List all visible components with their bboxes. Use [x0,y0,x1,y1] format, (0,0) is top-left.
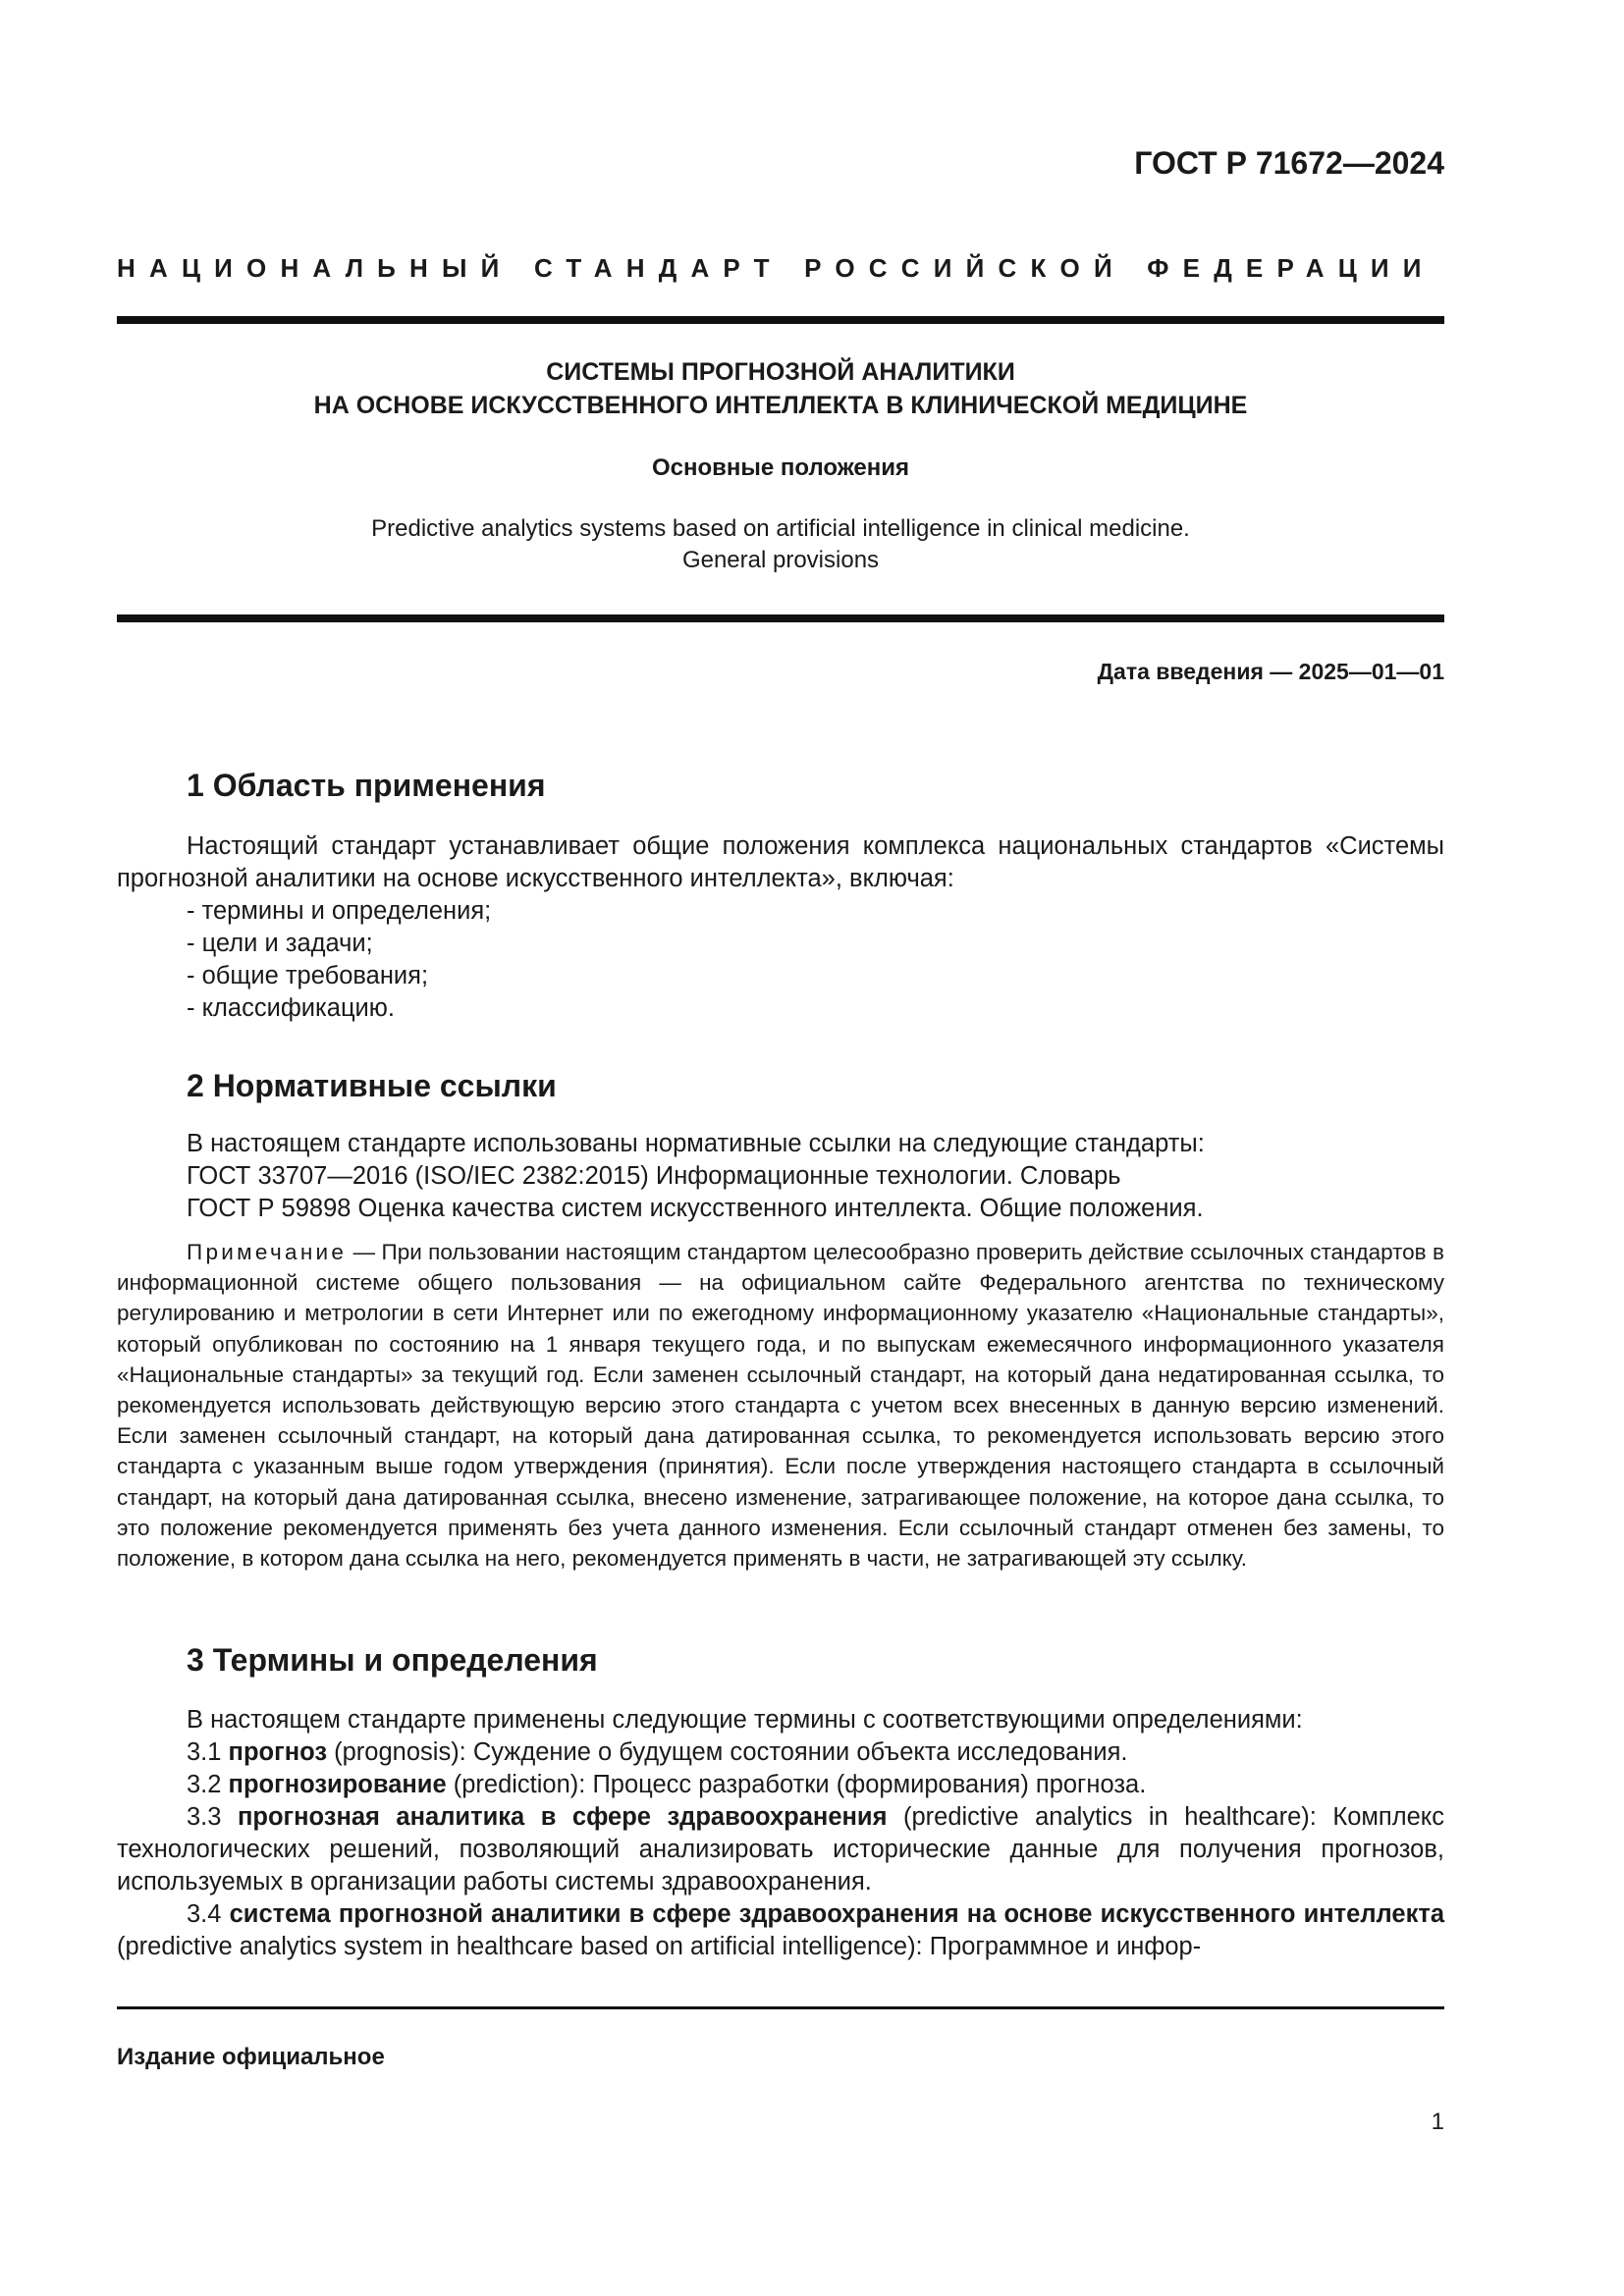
section-2-note [117,1237,1444,1574]
section-2-heading: 2 Нормативные ссылки [187,1068,557,1103]
footer-divider [117,2006,1444,2009]
normative-reference: ГОСТ Р 59898 Оценка качества систем искусственного интеллекта. Общие положения. [187,1195,1204,1222]
title-line-1: СИСТЕМЫ ПРОГНОЗНОЙ АНАЛИТИКИ [546,358,1015,386]
english-title [117,513,1444,576]
section-3-body [117,1704,1444,1963]
english-title-line-2: General provisions [681,547,880,573]
term-definition: (predictive analytics system in healthcare based on artificial intelligence): Программное и инфор- [117,1933,1202,1960]
section-3-heading: 3 Термины и определения [187,1642,598,1678]
note-text: — При пользовании настоящим стандартом целесообразно проверить действие ссылочных стандартов в информационной системе общего пользования — на официальном сайте Федерального агентства по техническому регулированию и метрологии в сети Интернет или по ежегодному информационному указателю «Национальные стандарты», который опубликован по состоянию на 1 января текущего года, и по выпускам ежемесячного информационного указателя «Национальные стандарты» за текущий год. Если заменен ссылочный стандарт, на который дана недатированная ссылка, то рекомендуется использовать действующую версию этого стандарта с учетом всех внесенных в данную версию изменений. Если заменен ссылочный стандарт, на который дана датированная ссылка, то рекомендуется использовать версию этого стандарта с указанным выше годом утверждения (принятия). Если после утверждения настоящего стандарта в ссылочный стандарт, на который дана датированная ссылка, внесено изменение, затрагивающее положение, на которое дана ссылка, то это положение рекомендуется применять без учета данного изменения. Если ссылочный стандарт отменен без замены, то положение, в котором дана ссылка на него, рекомендуется применять в части, не затрагивающей эту ссылку. [117,1240,1444,1572]
section-1-item: - классификацию. [187,994,396,1022]
term-number: 3.3 [187,1803,238,1831]
term-definition: (predictive analytics in healthcare): Комплекс технологических решений, позволяющий анализировать исторические данные для получения прогнозов, используемых в организации работы системы здравоохранения. [117,1803,1444,1896]
title-line-2: НА ОСНОВЕ ИСКУССТВЕННОГО ИНТЕЛЛЕКТА В КЛИНИЧЕСКОЙ МЕДИЦИНЕ [313,392,1248,419]
term-name: прогнозирование [228,1771,447,1798]
term-definition: (prediction): Процесс разработки (формирования) прогноза. [446,1771,1147,1798]
section-1-item: - общие требования; [187,962,429,989]
normative-reference: ГОСТ 33707—2016 (ISO/IEC 2382:2015) Информационные технологии. Словарь [187,1162,1121,1190]
page-number: 1 [1431,2109,1444,2135]
term-entry [117,1769,1444,1801]
section-1-body [117,830,1444,1025]
standard-number: ГОСТ Р 71672—2024 [1134,145,1444,181]
section-1-item: - цели и задачи; [187,930,373,957]
term-entry [117,1801,1444,1898]
introduction-date: Дата введения — 2025—01—01 [1097,659,1444,684]
title-divider [117,614,1444,622]
section-3-paragraph: В настоящем стандарте применены следующие термины с соответствующими определениями: [187,1706,1303,1734]
section-1-heading: 1 Область применения [187,768,546,803]
section-1-item: - термины и определения; [187,897,492,925]
term-number: 3.2 [187,1771,229,1798]
english-title-line-1: Predictive analytics systems based on artificial intelligence in clinical medicine. [371,515,1190,542]
document-subtitle: Основные положения [651,454,910,481]
document-title [117,355,1444,422]
term-number: 3.1 [187,1738,229,1766]
term-name: прогноз [228,1738,328,1766]
section-2-paragraph: В настоящем стандарте использованы нормативные ссылки на следующие стандарты: [187,1130,1205,1157]
term-name: прогнозная аналитика в сфере здравоохранения [237,1803,888,1831]
national-standard-banner: НАЦИОНАЛЬНЫЙ СТАНДАРТ РОССИЙСКОЙ ФЕДЕРАЦИИ [117,253,1435,283]
term-name: система прогнозной аналитики в сфере здравоохранения на основе искусственного интеллекта [229,1900,1444,1928]
term-number: 3.4 [187,1900,230,1928]
section-1-paragraph: Настоящий стандарт устанавливает общие положения комплекса национальных стандартов «Системы прогнозной аналитики на основе искусственного интеллекта», включая: [117,832,1444,892]
header-divider [117,316,1444,324]
note-label: Примечание [187,1240,348,1264]
section-2-body [117,1128,1444,1225]
term-definition: (prognosis): Суждение о будущем состоянии объекта исследования. [327,1738,1128,1766]
term-entry [117,1898,1444,1963]
edition-label: Издание официальное [117,2044,385,2070]
term-entry [117,1736,1444,1769]
